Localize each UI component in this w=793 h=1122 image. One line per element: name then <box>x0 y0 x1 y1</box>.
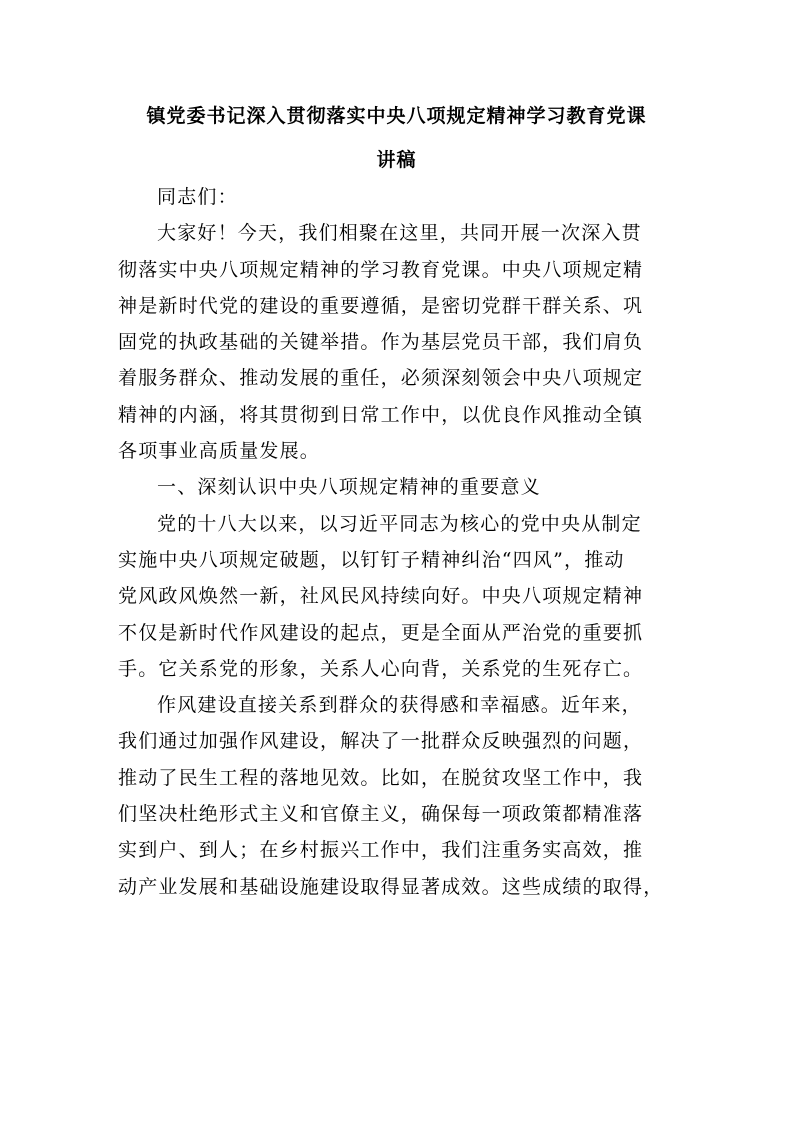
paragraph-line: 动产业发展和基础设施建设取得显著成效。这些成绩的取得， <box>118 875 664 898</box>
section-heading: 一、深刻认识中央八项规定精神的重要意义 <box>157 476 541 499</box>
salutation: 同志们： <box>157 186 238 208</box>
paragraph-line: 手。它关系党的形象，关系人心向背，关系党的生死存亡。 <box>118 657 644 680</box>
paragraph-line: 着服务群众、推动发展的重任，必须深刻领会中央八项规定 <box>118 367 644 390</box>
paragraph-line: 实到户、到人；在乡村振兴工作中，我们注重务实高效，推 <box>118 839 644 862</box>
paragraph-line: 固党的执政基础的关键举措。作为基层党员干部，我们肩负 <box>118 331 644 354</box>
paragraph-line: 各项事业高质量发展。 <box>118 440 321 463</box>
document-body <box>118 179 687 905</box>
paragraph-line: 我们通过加强作风建设，解决了一批群众反映强烈的问题， <box>118 730 644 753</box>
paragraph-line: 实施中央八项规定破题，以钉钉子精神纠治“四风”，推动 <box>118 548 625 571</box>
paragraph-line: 们坚决杜绝形式主义和官僚主义，确保每一项政策都精准落 <box>118 803 644 826</box>
paragraph-line: 不仅是新时代作风建设的起点，更是全面从严治党的重要抓 <box>118 621 644 644</box>
document-title-line-1: 镇党委书记深入贯彻落实中央八项规定精神学习教育党课 <box>146 105 647 127</box>
paragraph-line: 神是新时代党的建设的重要遵循，是密切党群干群关系、巩 <box>118 294 644 317</box>
document-title-line-2: 讲稿 <box>376 149 417 171</box>
paragraph-line: 作风建设直接关系到群众的获得感和幸福感。近年来， <box>157 694 642 717</box>
paragraph-line: 党风政风焕然一新，社风民风持续向好。中央八项规定精神 <box>118 585 644 608</box>
paragraph-line: 大家好！今天，我们相聚在这里，共同开展一次深入贯 <box>157 222 642 245</box>
paragraph-line: 党的十八大以来，以习近平同志为核心的党中央从制定 <box>157 512 642 535</box>
paragraph-line: 彻落实中央八项规定精神的学习教育党课。中央八项规定精 <box>118 258 644 281</box>
paragraph-line: 推动了民生工程的落地见效。比如，在脱贫攻坚工作中，我 <box>118 766 644 789</box>
paragraph-line: 精神的内涵，将其贯彻到日常工作中，以优良作风推动全镇 <box>118 403 644 426</box>
